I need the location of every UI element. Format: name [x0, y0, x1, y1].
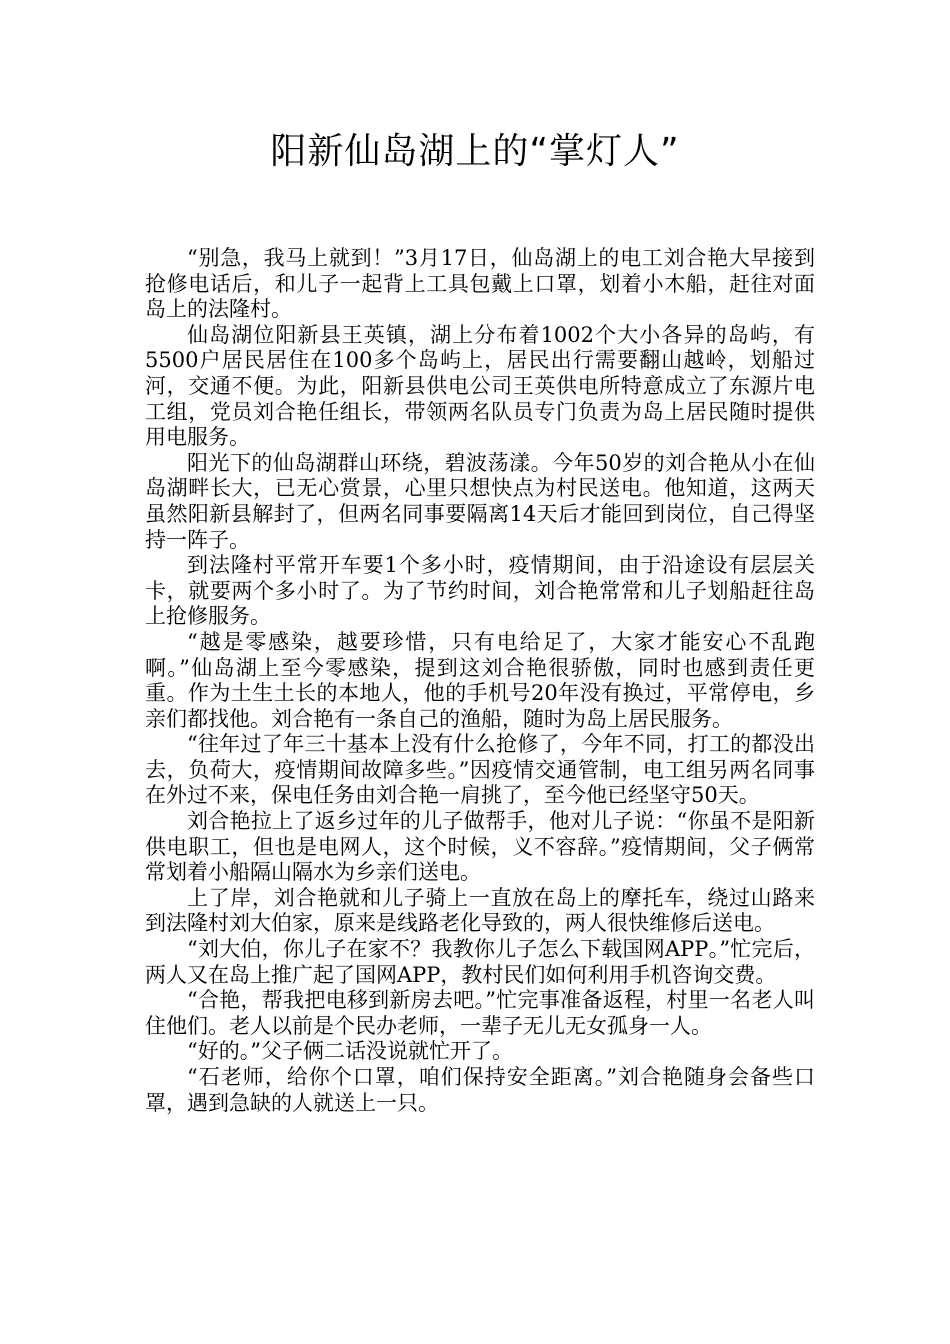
paragraph: 阳光下的仙岛湖群山环绕，碧波荡漾。今年50岁的刘合艳从小在仙岛湖畔长大，已无心赏景，心里只想快点为村民送电。他知道，这两天虽然阳新县解封了，但两名同事要隔离14天后才能回到岗位，自己得坚持一阵子。 — [145, 450, 815, 552]
paragraph: 刘合艳拉上了返乡过年的儿子做帮手，他对儿子说：“你虽不是阳新供电职工，但也是电网人，这个时候，义不容辞。”疫情期间，父子俩常常划着小船隔山隔水为乡亲们送电。 — [145, 809, 815, 885]
paragraph: “越是零感染，越要珍惜，只有电给足了，大家才能安心不乱跑啊。”仙岛湖上至今零感染，提到这刘合艳很骄傲，同时也感到责任更重。作为土生土长的本地人，他的手机号20年没有换过，平常停电，乡亲们都找他。刘合艳有一条自己的渔船，随时为岛上居民服务。 — [145, 629, 815, 731]
paragraph: “合艳，帮我把电移到新房去吧。”忙完事准备返程，村里一名老人叫住他们。老人以前是个民办老师，一辈子无儿无女孤身一人。 — [145, 988, 815, 1038]
paragraph: 上了岸，刘合艳就和儿子骑上一直放在岛上的摩托车，绕过山路来到法隆村刘大伯家，原来是线路老化导致的，两人很快维修后送电。 — [145, 885, 815, 936]
paragraph: “往年过了年三十基本上没有什么抢修了，今年不同，打工的都没出去，负荷大，疫情期间故障多些。”因疫情交通管制，电工组另两名同事在外过不来，保电任务由刘合艳一肩挑了，至今他已经坚守50天。 — [145, 732, 815, 808]
article-body — [145, 246, 815, 1116]
paragraph: 到法隆村平常开车要1个多小时，疫情期间，由于沿途设有层层关卡，就要两个多小时了。为了节约时间，刘合艳常常和儿子划船赶往岛上抢修服务。 — [145, 553, 815, 629]
paragraph: “石老师，给你个口罩，咱们保持安全距离。”刘合艳随身会备些口罩，遇到急缺的人就送上一只。 — [145, 1065, 815, 1115]
paragraph: “刘大伯，你儿子在家不？我教你儿子怎么下载国网APP。”忙完后，两人又在岛上推广起了国网APP，教村民们如何利用手机咨询交费。 — [145, 937, 815, 987]
paragraph: 仙岛湖位阳新县王英镇，湖上分布着1002个大小各异的岛屿，有5500户居民居住在100多个岛屿上，居民出行需要翻山越岭，划船过河，交通不便。为此，阳新县供电公司王英供电所特意成立了东源片电工组，党员刘合艳任组长，带领两名队员专门负责为岛上居民随时提供用电服务。 — [145, 322, 815, 450]
paragraph: “好的。”父子俩二话没说就忙开了。 — [187, 1039, 513, 1064]
page-title: 阳新仙岛湖上的“掌灯人” — [270, 131, 680, 172]
paragraph: “别急，我马上就到！”3月17日，仙岛湖上的电工刘合艳大早接到抢修电话后，和儿子一起背上工具包戴上口罩，划着小木船，赶往对面岛上的法隆村。 — [145, 246, 815, 322]
